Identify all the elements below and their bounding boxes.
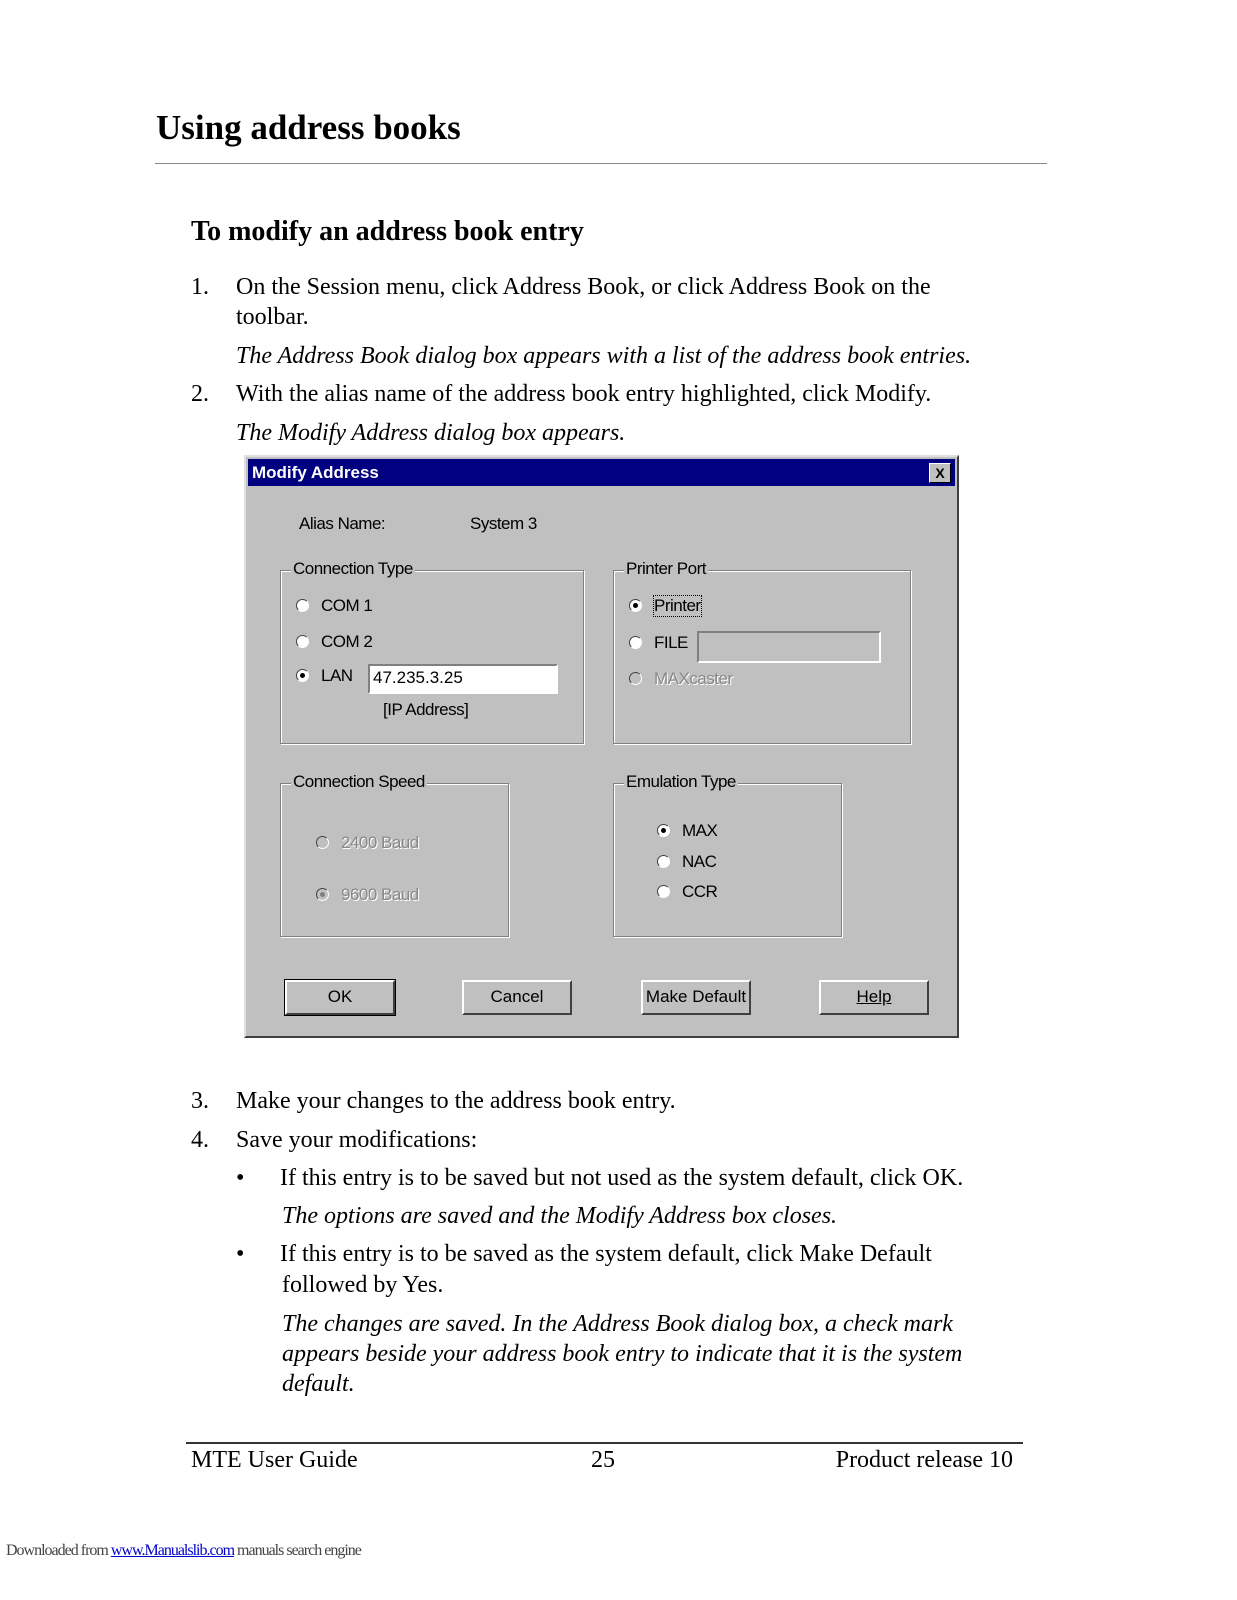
bullet-result: default. bbox=[282, 1371, 355, 1397]
maxcaster-label[interactable]: MAXcaster bbox=[654, 669, 733, 688]
com2-radio[interactable] bbox=[296, 635, 309, 648]
step-text: toolbar. bbox=[236, 304, 309, 330]
ccr-radio[interactable] bbox=[657, 885, 670, 898]
connection-type-group bbox=[280, 559, 584, 744]
com1-radio[interactable] bbox=[296, 599, 309, 612]
title-rule bbox=[155, 163, 1047, 164]
step-result: The Modify Address dialog box appears. bbox=[236, 420, 626, 446]
section-heading: To modify an address book entry bbox=[191, 216, 584, 247]
printer-port-group bbox=[613, 559, 911, 744]
bullet-result: appears beside your address book entry to indicate that it is the system bbox=[282, 1341, 963, 1367]
baud-2400-label[interactable]: 2400 Baud bbox=[341, 833, 419, 852]
printer-radio[interactable] bbox=[629, 599, 642, 612]
alias-value: System 3 bbox=[470, 514, 537, 533]
step-text: On the Session menu, click Address Book, or click Address Book on the bbox=[236, 274, 931, 300]
step-number: 4. bbox=[191, 1127, 209, 1153]
bullet-mark: • bbox=[236, 1241, 245, 1267]
group-label: Printer Port bbox=[626, 559, 706, 578]
cancel-button[interactable]: Cancel bbox=[462, 980, 572, 1015]
file-label[interactable]: FILE bbox=[654, 633, 688, 652]
step-text: Save your modifications: bbox=[236, 1127, 478, 1153]
ok-button[interactable]: OK bbox=[285, 980, 395, 1015]
bullet-result: The changes are saved. In the Address Book dialog box, a check mark bbox=[282, 1311, 953, 1337]
lan-label[interactable]: LAN bbox=[321, 666, 353, 685]
help-button[interactable]: Help bbox=[819, 980, 929, 1015]
modify-address-dialog bbox=[244, 455, 959, 1038]
max-label[interactable]: MAX bbox=[682, 821, 718, 840]
bullet-result: The options are saved and the Modify Address box closes. bbox=[282, 1203, 838, 1229]
max-radio[interactable] bbox=[657, 824, 670, 837]
footer-release: Product release 10 bbox=[835, 1447, 1013, 1473]
nac-label[interactable]: NAC bbox=[682, 852, 717, 871]
bullet-text: If this entry is to be saved as the system default, click Make Default bbox=[280, 1241, 932, 1267]
bullet-text: If this entry is to be saved but not used as the system default, click OK. bbox=[280, 1165, 964, 1191]
lan-radio[interactable] bbox=[296, 669, 309, 682]
step-number: 2. bbox=[191, 381, 209, 407]
com1-label[interactable]: COM 1 bbox=[321, 596, 373, 615]
step-text: Make your changes to the address book entry. bbox=[236, 1088, 676, 1114]
baud-9600-radio[interactable] bbox=[316, 888, 329, 901]
baud-9600-label[interactable]: 9600 Baud bbox=[341, 885, 419, 904]
step-number: 1. bbox=[191, 274, 209, 300]
download-suffix: manuals search engine bbox=[234, 1542, 361, 1559]
group-label: Connection Type bbox=[293, 559, 413, 578]
download-notice bbox=[6, 1542, 361, 1560]
group-label: Emulation Type bbox=[626, 772, 736, 791]
ccr-label[interactable]: CCR bbox=[682, 882, 718, 901]
make-default-button[interactable]: Make Default bbox=[641, 980, 751, 1015]
step-number: 3. bbox=[191, 1088, 209, 1114]
printer-label[interactable]: Printer bbox=[654, 596, 701, 615]
bullet-mark: • bbox=[236, 1165, 245, 1191]
ip-address-label: [IP Address] bbox=[383, 700, 469, 719]
maxcaster-radio[interactable] bbox=[629, 672, 642, 685]
dialog-titlebar bbox=[248, 459, 955, 486]
ip-address-input[interactable]: 47.235.3.25 bbox=[368, 664, 558, 694]
step-result: The Address Book dialog box appears with a list of the address book entries. bbox=[236, 343, 972, 369]
alias-label: Alias Name: bbox=[299, 514, 386, 533]
file-radio[interactable] bbox=[629, 636, 642, 649]
emulation-type-group bbox=[613, 772, 842, 937]
dialog-title: Modify Address bbox=[252, 463, 379, 482]
footer-rule bbox=[186, 1442, 1023, 1444]
group-label: Connection Speed bbox=[293, 772, 425, 791]
com2-label[interactable]: COM 2 bbox=[321, 632, 373, 651]
close-button[interactable]: X bbox=[929, 463, 951, 483]
manualslib-link[interactable]: www.Manualslib.com bbox=[110, 1542, 235, 1559]
download-prefix: Downloaded from bbox=[6, 1542, 111, 1559]
file-path-input[interactable] bbox=[697, 631, 881, 663]
page-title: Using address books bbox=[156, 108, 461, 147]
baud-2400-radio[interactable] bbox=[316, 836, 329, 849]
footer-page-number: 25 bbox=[591, 1447, 615, 1473]
connection-speed-group bbox=[280, 772, 509, 937]
nac-radio[interactable] bbox=[657, 855, 670, 868]
footer-guide-name: MTE User Guide bbox=[191, 1447, 358, 1473]
bullet-text: followed by Yes. bbox=[282, 1272, 444, 1298]
step-text: With the alias name of the address book entry highlighted, click Modify. bbox=[236, 381, 932, 407]
